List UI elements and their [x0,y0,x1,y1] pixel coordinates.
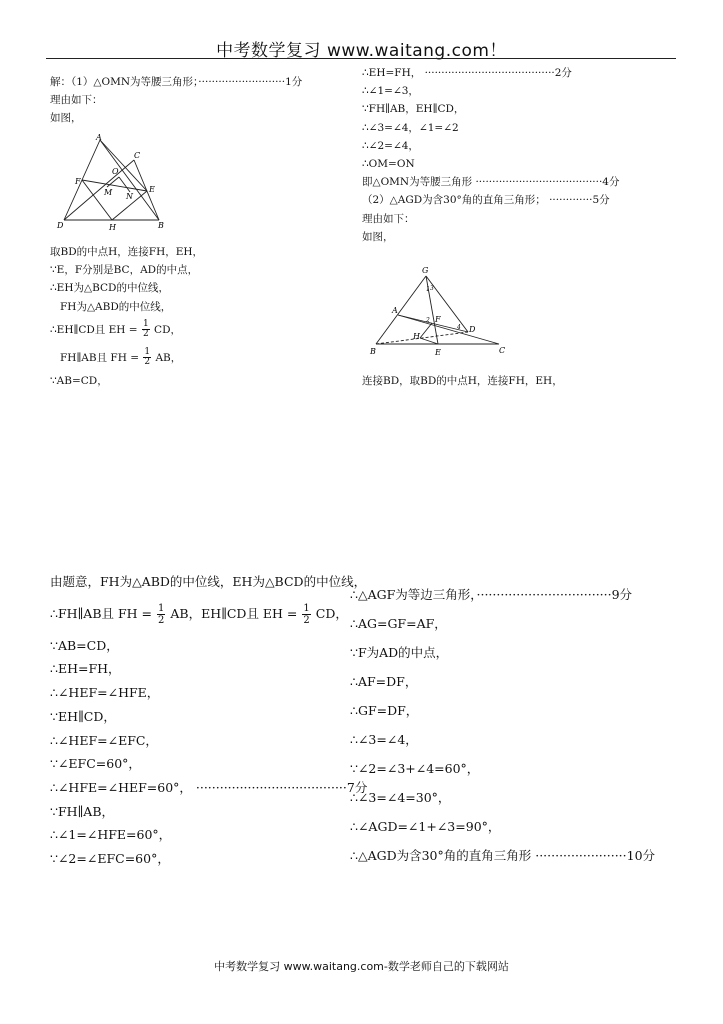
solution-line: 连接BD，取BD的中点H，连接FH，EH， [362,375,563,387]
label-f: F [435,315,441,324]
label-a: A [96,133,102,142]
solution-line: 即△OMN为等腰三角形 ······································4分 [362,176,620,189]
equation-text: AB， [155,351,182,364]
solution-line: ∵AB=CD， [50,637,119,653]
solution-line: ∴∠3=∠4， [350,732,418,747]
segment-on [119,177,130,192]
fraction-half [302,603,310,626]
fraction-half [157,603,165,626]
solution-line: 理由如下： [362,212,415,225]
label-f: F [75,177,81,186]
equation-text: CD， [315,605,348,621]
equation-text: FH∥AB且 FH = [60,351,140,364]
equation-text: ∴FH∥AB且 FH = [50,605,153,621]
segment-fh [420,323,432,338]
label-d: D [57,221,64,230]
solution-line: ∴OM=ON [362,158,415,171]
solution-line: ∵FH∥AB，EH∥CD， [362,103,465,116]
figure-triangle [368,262,518,360]
segment-bd [376,332,468,344]
solution-line: 理由如下： [50,94,103,107]
label-g: G [422,266,429,275]
solution-line: ∴EH=FH， [50,661,121,677]
solution-line: ∴∠2=∠4， [362,139,419,152]
solution-line: ∵∠2=∠EFC=60°， [50,851,170,867]
solution-line: ∴∠AGD=∠1+∠3=90°， [350,819,501,834]
label-d: D [469,325,476,334]
solution-line [50,594,350,634]
solution-line: FH为△ABD的中位线， [60,300,172,313]
label-angle-1: 1 [426,286,430,293]
solution-line: ∵∠2=∠3+∠4=60°， [350,761,480,776]
solution-line: ∴AG=GF=AF， [350,616,447,631]
label-angle-3: 3 [430,285,434,292]
solution-line [50,316,350,344]
fraction-numerator: 1 [303,602,310,614]
fraction-numerator: 1 [158,602,165,614]
label-m: M [104,188,113,197]
label-o: O [112,167,119,176]
label-e: E [435,348,441,357]
page-header: 中考数学复习 www.waitang.com！ [216,41,507,61]
solution-line: ∵E，F分别是BC，AD的中点， [50,264,199,277]
solution-line: ∴△AGD为含30°角的直角三角形 ·······················10分 [350,848,656,863]
solution-line: ∴∠3=∠4=30°， [350,790,451,805]
solution-line: ∴∠HEF=∠HFE， [50,685,160,701]
right-top-tail [362,372,662,390]
solution-line: ∴∠1=∠HFE=60°， [50,827,172,843]
equation-text: ∴EH∥CD且 EH = [50,323,138,336]
solution-line: ∵EH∥CD， [50,708,116,724]
header-divider [46,58,676,59]
label-angle-4: 4 [457,324,461,331]
solution-line [50,344,350,372]
solution-line: ∵AB=CD， [50,374,108,387]
figure-quadrilateral [52,132,182,238]
segment-fe [82,180,147,191]
fraction-denominator: 2 [158,614,165,626]
solution-line: ∴EH为△BCD的中位线， [50,282,169,295]
solution-line: ∵FH∥AB， [50,803,115,819]
label-e: E [149,185,155,194]
fraction-numerator: 1 [142,319,149,330]
segment-ab [100,140,159,220]
solution-line: ∴GF=DF， [350,703,419,718]
solution-line: 解：（1）△OMN为等腰三角形；··························1分 [50,76,303,88]
segment-he [420,338,438,344]
left-top-solution [50,73,350,128]
label-c: C [499,346,506,355]
fraction-numerator: 1 [144,347,151,358]
label-n: N [126,192,133,201]
label-angle-2: 2 [426,317,430,324]
right-top-solution [362,64,662,246]
fraction-denominator: 2 [142,329,149,340]
solution-line: 取BD的中点H，连接FH，EH， [50,246,204,258]
solution-line: ∴∠HEF=∠EFC， [50,732,158,748]
left-top-proof [50,243,350,390]
label-c: C [134,151,141,160]
fraction-denominator: 2 [144,357,151,368]
solution-line: 由题意，FH为△ABD的中位线，EH为△BCD的中位线， [50,574,367,589]
solution-line: 如图， [362,230,394,243]
fraction-half [142,320,150,339]
right-bottom-solution [350,580,656,870]
solution-line: ∴∠1=∠3， [362,85,419,98]
solution-line: 如图， [50,112,82,125]
solution-line: ∵∠EFC=60°， [50,756,141,772]
solution-line: （2）△AGD为含30°角的直角三角形； ·············5分 [362,194,610,207]
label-b: B [370,347,376,356]
label-h: H [109,223,116,232]
fraction-half [143,348,151,367]
solution-line: ∴△AGF为等边三角形，··································9分 [350,587,633,602]
label-b: B [158,221,164,230]
label-a: A [392,306,398,315]
solution-line: ∴∠3=∠4，∠1=∠2 [362,121,459,134]
equation-text: AB，EH∥CD且 EH = [170,605,298,621]
solution-line: ∴∠HFE=∠HEF=60°， ······································7分 [50,779,368,795]
solution-line: ∵F为AD的中点， [350,645,449,660]
page-footer: 中考数学复习 www.waitang.com-数学老师自己的下载网站 [214,960,509,973]
solution-line: ∴AF=DF， [350,674,418,689]
fraction-denominator: 2 [303,614,310,626]
equation-text: CD， [154,323,181,336]
left-bottom-solution [50,570,368,871]
solution-line: ∴EH=FH， ·······································2分 [362,67,572,79]
label-h: H [413,332,420,341]
segment-cb [134,160,159,220]
